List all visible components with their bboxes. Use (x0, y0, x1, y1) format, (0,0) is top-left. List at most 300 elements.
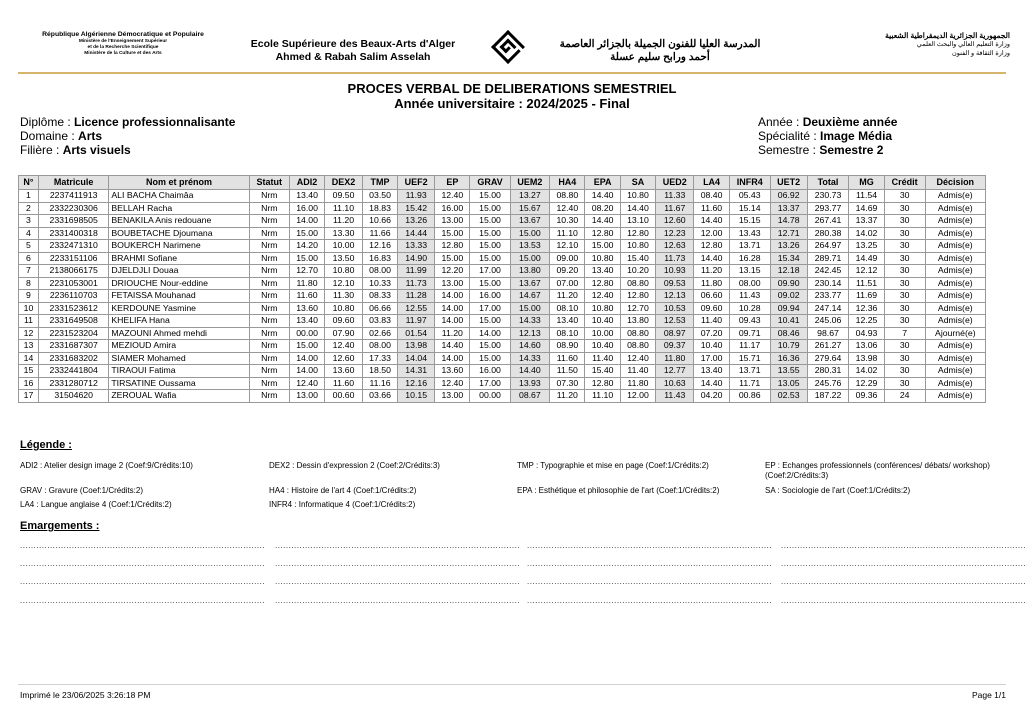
table-cell: ZEROUAL Wafia (109, 390, 249, 403)
table-cell: 11.10 (550, 227, 585, 240)
table-cell: Nrm (249, 352, 289, 365)
table-cell: 12.40 (620, 352, 655, 365)
info-left (20, 115, 235, 157)
table-cell: 11.20 (694, 265, 729, 278)
table-cell: 2331649508 (38, 315, 108, 328)
table-cell: 9 (19, 290, 39, 303)
table-cell: 13.67 (510, 277, 550, 290)
table-cell: 12.25 (849, 315, 884, 328)
table-cell: 14.40 (694, 252, 729, 265)
table-cell: 02.53 (770, 390, 807, 403)
table-cell: 10.40 (585, 340, 620, 353)
table-cell: 15.00 (470, 252, 510, 265)
table-cell: 12.71 (770, 227, 807, 240)
school-name-ar (540, 38, 780, 64)
table-row (19, 377, 986, 390)
table-cell: 13.26 (398, 215, 435, 228)
table-cell: 13.06 (849, 340, 884, 353)
table-cell: 30 (884, 365, 925, 378)
table-cell: 11.80 (656, 352, 694, 365)
table-cell: Admis(e) (925, 302, 985, 315)
table-cell: 261.27 (807, 340, 849, 353)
table-cell: 11.97 (398, 315, 435, 328)
table-cell: 11.10 (325, 202, 363, 215)
table-cell: 12.70 (620, 302, 655, 315)
table-cell: 14.02 (849, 227, 884, 240)
signature-line: .......................................................................................... (275, 541, 521, 550)
table-cell: 10.30 (550, 215, 585, 228)
table-cell: 12.70 (289, 265, 324, 278)
table-cell: 15.15 (729, 215, 770, 228)
info-value: Deuxième année (802, 115, 898, 129)
table-cell: 14.40 (620, 202, 655, 215)
table-cell: 2231053001 (38, 277, 108, 290)
table-cell: 10.66 (362, 215, 397, 228)
info-specialite (758, 129, 897, 143)
table-cell: Ajourné(e) (925, 327, 985, 340)
table-cell: 13.71 (729, 365, 770, 378)
column-header: Crédit (884, 176, 925, 190)
document-subtitle: Année universitaire : 2024/2025 - Final (394, 96, 630, 111)
legend-item: ADI2 : Atelier design image 2 (Coef:9/Crédits:10) (20, 461, 193, 470)
table-cell: 10.40 (585, 315, 620, 328)
table-cell: 12.29 (849, 377, 884, 390)
table-cell: 8 (19, 277, 39, 290)
table-cell: 14.40 (585, 190, 620, 203)
signature-line: .......................................................................................... (781, 577, 1026, 586)
table-cell: 11.73 (656, 252, 694, 265)
table-cell: 10.79 (770, 340, 807, 353)
table-cell: 11.40 (585, 352, 620, 365)
table-cell: 10.00 (585, 327, 620, 340)
table-cell: 2331400318 (38, 227, 108, 240)
table-cell: 17 (19, 390, 39, 403)
table-cell: Nrm (249, 190, 289, 203)
signature-line: .......................................................................................... (781, 541, 1026, 550)
table-cell: 16.00 (435, 202, 470, 215)
table-cell: 09.60 (694, 302, 729, 315)
table-cell: TIRSATINE Oussama (109, 377, 249, 390)
table-cell: 30 (884, 340, 925, 353)
table-cell: MEZIOUD Amira (109, 340, 249, 353)
column-header: N° (19, 176, 39, 190)
table-cell: 16.00 (470, 365, 510, 378)
table-cell: 10.15 (398, 390, 435, 403)
signature-line: .......................................................................................... (20, 596, 266, 605)
table-cell: 2233151106 (38, 252, 108, 265)
document-title: PROCES VERBAL DE DELIBERATIONS SEMESTRIEL (347, 81, 677, 96)
table-row (19, 265, 986, 278)
printed-date: Imprimé le 23/06/2025 3:26:18 PM (20, 690, 151, 700)
table-cell: 12.53 (656, 315, 694, 328)
signature-line: .......................................................................................... (275, 559, 521, 568)
table-cell: 04.93 (849, 327, 884, 340)
table-cell: 293.77 (807, 202, 849, 215)
table-cell: 2331523612 (38, 302, 108, 315)
table-cell: 30 (884, 315, 925, 328)
table-cell: 13.40 (585, 265, 620, 278)
table-cell: 12.18 (770, 265, 807, 278)
table-cell: 12.13 (656, 290, 694, 303)
table-cell: 11.54 (849, 190, 884, 203)
table-cell: 2237411913 (38, 190, 108, 203)
table-cell: 06.66 (362, 302, 397, 315)
table-cell: 30 (884, 190, 925, 203)
page-number: Page 1/1 (971, 690, 1006, 700)
table-cell: Nrm (249, 252, 289, 265)
table-cell: Nrm (249, 202, 289, 215)
table-cell: 12.40 (550, 202, 585, 215)
school-name-fr (228, 38, 478, 64)
table-cell: 11.93 (398, 190, 435, 203)
table-cell: DRIOUCHE Nour-eddine (109, 277, 249, 290)
table-cell: 09.02 (770, 290, 807, 303)
table-cell: Nrm (249, 290, 289, 303)
table-cell: 12.10 (550, 240, 585, 253)
table-row (19, 340, 986, 353)
table-cell: 6 (19, 252, 39, 265)
table-cell: 10.41 (770, 315, 807, 328)
column-header: EP (435, 176, 470, 190)
signature-line: .......................................................................................... (20, 577, 266, 586)
table-cell: Admis(e) (925, 190, 985, 203)
table-cell: 07.00 (550, 277, 585, 290)
table-cell: 11.71 (729, 377, 770, 390)
table-cell: Nrm (249, 340, 289, 353)
table-cell: 12.40 (289, 377, 324, 390)
table-cell: 14.40 (510, 365, 550, 378)
table-cell: 11.20 (325, 215, 363, 228)
column-header: SA (620, 176, 655, 190)
table-cell: 04.20 (694, 390, 729, 403)
table-cell: 10.33 (362, 277, 397, 290)
table-cell: 15.00 (510, 302, 550, 315)
table-cell: 30 (884, 240, 925, 253)
table-cell: BRAHMI Sofiane (109, 252, 249, 265)
table-cell: 12 (19, 327, 39, 340)
table-cell: 12.80 (694, 240, 729, 253)
table-cell: 13.00 (435, 390, 470, 403)
table-cell: 13.40 (289, 190, 324, 203)
table-cell: 15.00 (470, 215, 510, 228)
table-cell: 10.93 (656, 265, 694, 278)
table-cell: 09.94 (770, 302, 807, 315)
table-cell: 11.66 (362, 227, 397, 240)
info-filiere (20, 143, 235, 157)
column-header: HA4 (550, 176, 585, 190)
info-value: Semestre 2 (819, 143, 884, 157)
table-cell: 12.60 (325, 352, 363, 365)
signature-line: .......................................................................................... (20, 541, 266, 550)
table-cell: 2138066175 (38, 265, 108, 278)
table-row (19, 240, 986, 253)
table-cell: 3 (19, 215, 39, 228)
table-cell: 03.66 (362, 390, 397, 403)
table-cell: 13.05 (770, 377, 807, 390)
legend-item: EP : Echanges professionnels (conférences/ débats/ workshop) (Coef:2/Crédits:3) (765, 461, 990, 480)
table-cell: 15.00 (470, 240, 510, 253)
table-cell: 15.00 (470, 277, 510, 290)
table-cell: 12.80 (620, 290, 655, 303)
table-cell: Nrm (249, 265, 289, 278)
table-cell: 11 (19, 315, 39, 328)
table-cell: 13.37 (849, 215, 884, 228)
table-cell: 13.53 (510, 240, 550, 253)
ministry-line: وزارة التعليم العالي والبحث العلمي (916, 41, 1010, 48)
table-cell: 11.20 (550, 290, 585, 303)
table-cell: 02.66 (362, 327, 397, 340)
table-cell: 12.40 (585, 290, 620, 303)
table-cell: 13.93 (510, 377, 550, 390)
table-cell: 15.67 (510, 202, 550, 215)
table-cell: 06.60 (694, 290, 729, 303)
table-cell: 13.67 (510, 215, 550, 228)
table-cell: 14.02 (849, 365, 884, 378)
table-cell: 12.20 (435, 265, 470, 278)
column-header: Nom et prénom (109, 176, 249, 190)
table-cell: 279.64 (807, 352, 849, 365)
table-cell: 30 (884, 277, 925, 290)
legend-item: LA4 : Langue anglaise 4 (Coef:1/Crédits:2) (20, 500, 172, 509)
table-cell: 06.92 (770, 190, 807, 203)
table-cell: 10.53 (656, 302, 694, 315)
table-cell: 10 (19, 302, 39, 315)
table-cell: 12.00 (620, 390, 655, 403)
table-cell: 267.41 (807, 215, 849, 228)
table-cell: 15.00 (289, 340, 324, 353)
table-cell: 11.16 (362, 377, 397, 390)
table-cell: 2231523204 (38, 327, 108, 340)
table-cell: 15.00 (470, 190, 510, 203)
table-cell: Admis(e) (925, 240, 985, 253)
table-cell: 12.63 (656, 240, 694, 253)
info-label: Année : (758, 115, 800, 129)
table-cell: 11.51 (849, 277, 884, 290)
table-cell: 08.97 (656, 327, 694, 340)
school-name-line: Ahmed & Rabah Salim Asselah (275, 51, 431, 63)
table-cell: 14.44 (398, 227, 435, 240)
table-cell: Admis(e) (925, 202, 985, 215)
table-cell: KERDOUNE Yasmine (109, 302, 249, 315)
table-cell: 14.33 (510, 315, 550, 328)
legend-item: HA4 : Histoire de l'art 4 (Coef:1/Crédits:2) (269, 486, 417, 495)
table-cell: 245.06 (807, 315, 849, 328)
table-cell: Nrm (249, 240, 289, 253)
table-cell: 13.55 (770, 365, 807, 378)
header-right-block (820, 31, 1010, 58)
table-cell: 7 (19, 265, 39, 278)
table-cell: 14.40 (435, 340, 470, 353)
table-cell: 00.00 (289, 327, 324, 340)
ministry-line: Ministère de la Culture et des Arts (84, 51, 162, 56)
info-label: Diplôme : (20, 115, 71, 129)
table-cell: 13.33 (398, 240, 435, 253)
table-cell: Admis(e) (925, 215, 985, 228)
signature-line: .......................................................................................... (781, 596, 1026, 605)
table-cell: 15.00 (470, 340, 510, 353)
table-cell: 05.43 (729, 190, 770, 203)
legend-item: SA : Sociologie de l'art (Coef:1/Crédits:2) (765, 486, 911, 495)
table-cell: 15.00 (470, 202, 510, 215)
table-cell: 15.14 (729, 202, 770, 215)
footer-divider (18, 684, 1006, 685)
info-diplome (20, 115, 235, 129)
table-row (19, 352, 986, 365)
table-cell: 08.67 (510, 390, 550, 403)
table-cell: 10.63 (656, 377, 694, 390)
table-cell: 15.40 (620, 252, 655, 265)
table-row (19, 315, 986, 328)
grades-table (18, 175, 986, 403)
table-cell: 2331698505 (38, 215, 108, 228)
table-header-row (19, 176, 986, 190)
table-cell: 09.71 (729, 327, 770, 340)
table-cell: 14.00 (289, 365, 324, 378)
table-cell: 08.20 (585, 202, 620, 215)
table-cell: 07.90 (325, 327, 363, 340)
table-cell: 30 (884, 215, 925, 228)
table-cell: 7 (884, 327, 925, 340)
table-cell: 00.86 (729, 390, 770, 403)
table-cell: Admis(e) (925, 277, 985, 290)
table-cell: ALI BACHA Chaimâa (109, 190, 249, 203)
table-cell: 18.50 (362, 365, 397, 378)
table-cell: 10.80 (620, 240, 655, 253)
table-row (19, 227, 986, 240)
table-cell: BOUKERCH Narimene (109, 240, 249, 253)
table-cell: 15.40 (585, 365, 620, 378)
table-cell: 10.80 (585, 252, 620, 265)
header-left-block (18, 31, 228, 57)
table-cell: 11.43 (729, 290, 770, 303)
table-cell: 13 (19, 340, 39, 353)
table-cell: 01.54 (398, 327, 435, 340)
table-cell: 11.28 (398, 290, 435, 303)
table-cell: 12.23 (656, 227, 694, 240)
table-cell: 30 (884, 290, 925, 303)
table-cell: 230.14 (807, 277, 849, 290)
table-cell: 13.60 (325, 365, 363, 378)
table-cell: Admis(e) (925, 227, 985, 240)
table-cell: 14.40 (694, 215, 729, 228)
table-cell: 14.69 (849, 202, 884, 215)
table-cell: 14.40 (585, 215, 620, 228)
ministry-line: et de la Recherche Scientifique (87, 45, 159, 50)
table-cell: 08.33 (362, 290, 397, 303)
table-cell: 245.76 (807, 377, 849, 390)
table-cell: 16.28 (729, 252, 770, 265)
table-cell: 11.20 (550, 390, 585, 403)
table-cell: 13.37 (770, 202, 807, 215)
table-cell: 16.00 (289, 202, 324, 215)
column-header: LA4 (694, 176, 729, 190)
table-cell: 13.71 (729, 240, 770, 253)
table-cell: 13.80 (620, 315, 655, 328)
table-cell: 230.73 (807, 190, 849, 203)
signature-line: .......................................................................................... (275, 577, 521, 586)
table-cell: 11.30 (325, 290, 363, 303)
table-cell: 30 (884, 252, 925, 265)
column-header: INFR4 (729, 176, 770, 190)
legend-item: EPA : Esthétique et philosophie de l'art (Coef:1/Crédits:2) (517, 486, 720, 495)
signature-line: .......................................................................................... (275, 596, 521, 605)
table-cell: 15.00 (289, 227, 324, 240)
signature-line: .......................................................................................... (781, 559, 1026, 568)
table-cell: 15.00 (470, 352, 510, 365)
table-cell: 10.00 (325, 240, 363, 253)
table-cell: 09.20 (550, 265, 585, 278)
table-body (19, 190, 986, 403)
table-cell: 30 (884, 302, 925, 315)
table-cell: 12.80 (585, 377, 620, 390)
legend-item: INFR4 : Informatique 4 (Coef:1/Crédits:2) (269, 500, 416, 509)
table-cell: 15.00 (435, 252, 470, 265)
table-cell: Admis(e) (925, 390, 985, 403)
table-cell: 2 (19, 202, 39, 215)
table-cell: 08.80 (620, 327, 655, 340)
table-cell: 10.80 (585, 302, 620, 315)
table-cell: 2331280712 (38, 377, 108, 390)
table-row (19, 290, 986, 303)
table-cell: TIRAOUI Fatima (109, 365, 249, 378)
table-cell: Admis(e) (925, 252, 985, 265)
table-cell: Nrm (249, 215, 289, 228)
signature-line: .......................................................................................... (527, 577, 773, 586)
table-cell: 14.40 (694, 377, 729, 390)
table-cell: 13.40 (289, 315, 324, 328)
column-header: Matricule (38, 176, 108, 190)
table-cell: 15.00 (470, 227, 510, 240)
table-cell: Nrm (249, 365, 289, 378)
table-cell: 12.36 (849, 302, 884, 315)
info-label: Spécialité : (758, 129, 817, 143)
table-cell: Admis(e) (925, 365, 985, 378)
table-cell: Nrm (249, 227, 289, 240)
info-value: Arts (78, 129, 103, 143)
republic-fr: République Algérienne Démocratique et Populaire (42, 31, 204, 38)
ministry-line: Ministère de l'Enseignement Supérieur (78, 39, 168, 44)
table-cell: 98.67 (807, 327, 849, 340)
signature-line: .......................................................................................... (527, 541, 773, 550)
table-cell: 08.80 (550, 190, 585, 203)
table-cell: 30 (884, 227, 925, 240)
table-cell: 15.00 (510, 252, 550, 265)
table-cell: 12.12 (849, 265, 884, 278)
table-cell: 08.46 (770, 327, 807, 340)
table-cell: 11.40 (694, 315, 729, 328)
table-cell: 11.43 (656, 390, 694, 403)
table-cell: 16.36 (770, 352, 807, 365)
school-name-line: Ecole Supérieure des Beaux-Arts d'Alger (250, 38, 456, 50)
table-cell: 11.73 (398, 277, 435, 290)
table-cell: 14.90 (398, 252, 435, 265)
table-cell: 12.40 (325, 340, 363, 353)
info-right (758, 115, 897, 157)
legend-title: Légende : (20, 439, 72, 451)
table-cell: 15.00 (435, 227, 470, 240)
table-cell: Nrm (249, 377, 289, 390)
table-cell: 14.00 (435, 290, 470, 303)
table-cell: 13.40 (694, 365, 729, 378)
table-cell: 17.33 (362, 352, 397, 365)
table-cell: 10.80 (325, 302, 363, 315)
legend-item: DEX2 : Dessin d'expression 2 (Coef:2/Crédits:3) (269, 461, 440, 470)
table-cell: 13.15 (729, 265, 770, 278)
table-cell: 11.33 (656, 190, 694, 203)
table-row (19, 252, 986, 265)
info-value: Image Média (820, 129, 893, 143)
header-divider (18, 72, 1006, 74)
